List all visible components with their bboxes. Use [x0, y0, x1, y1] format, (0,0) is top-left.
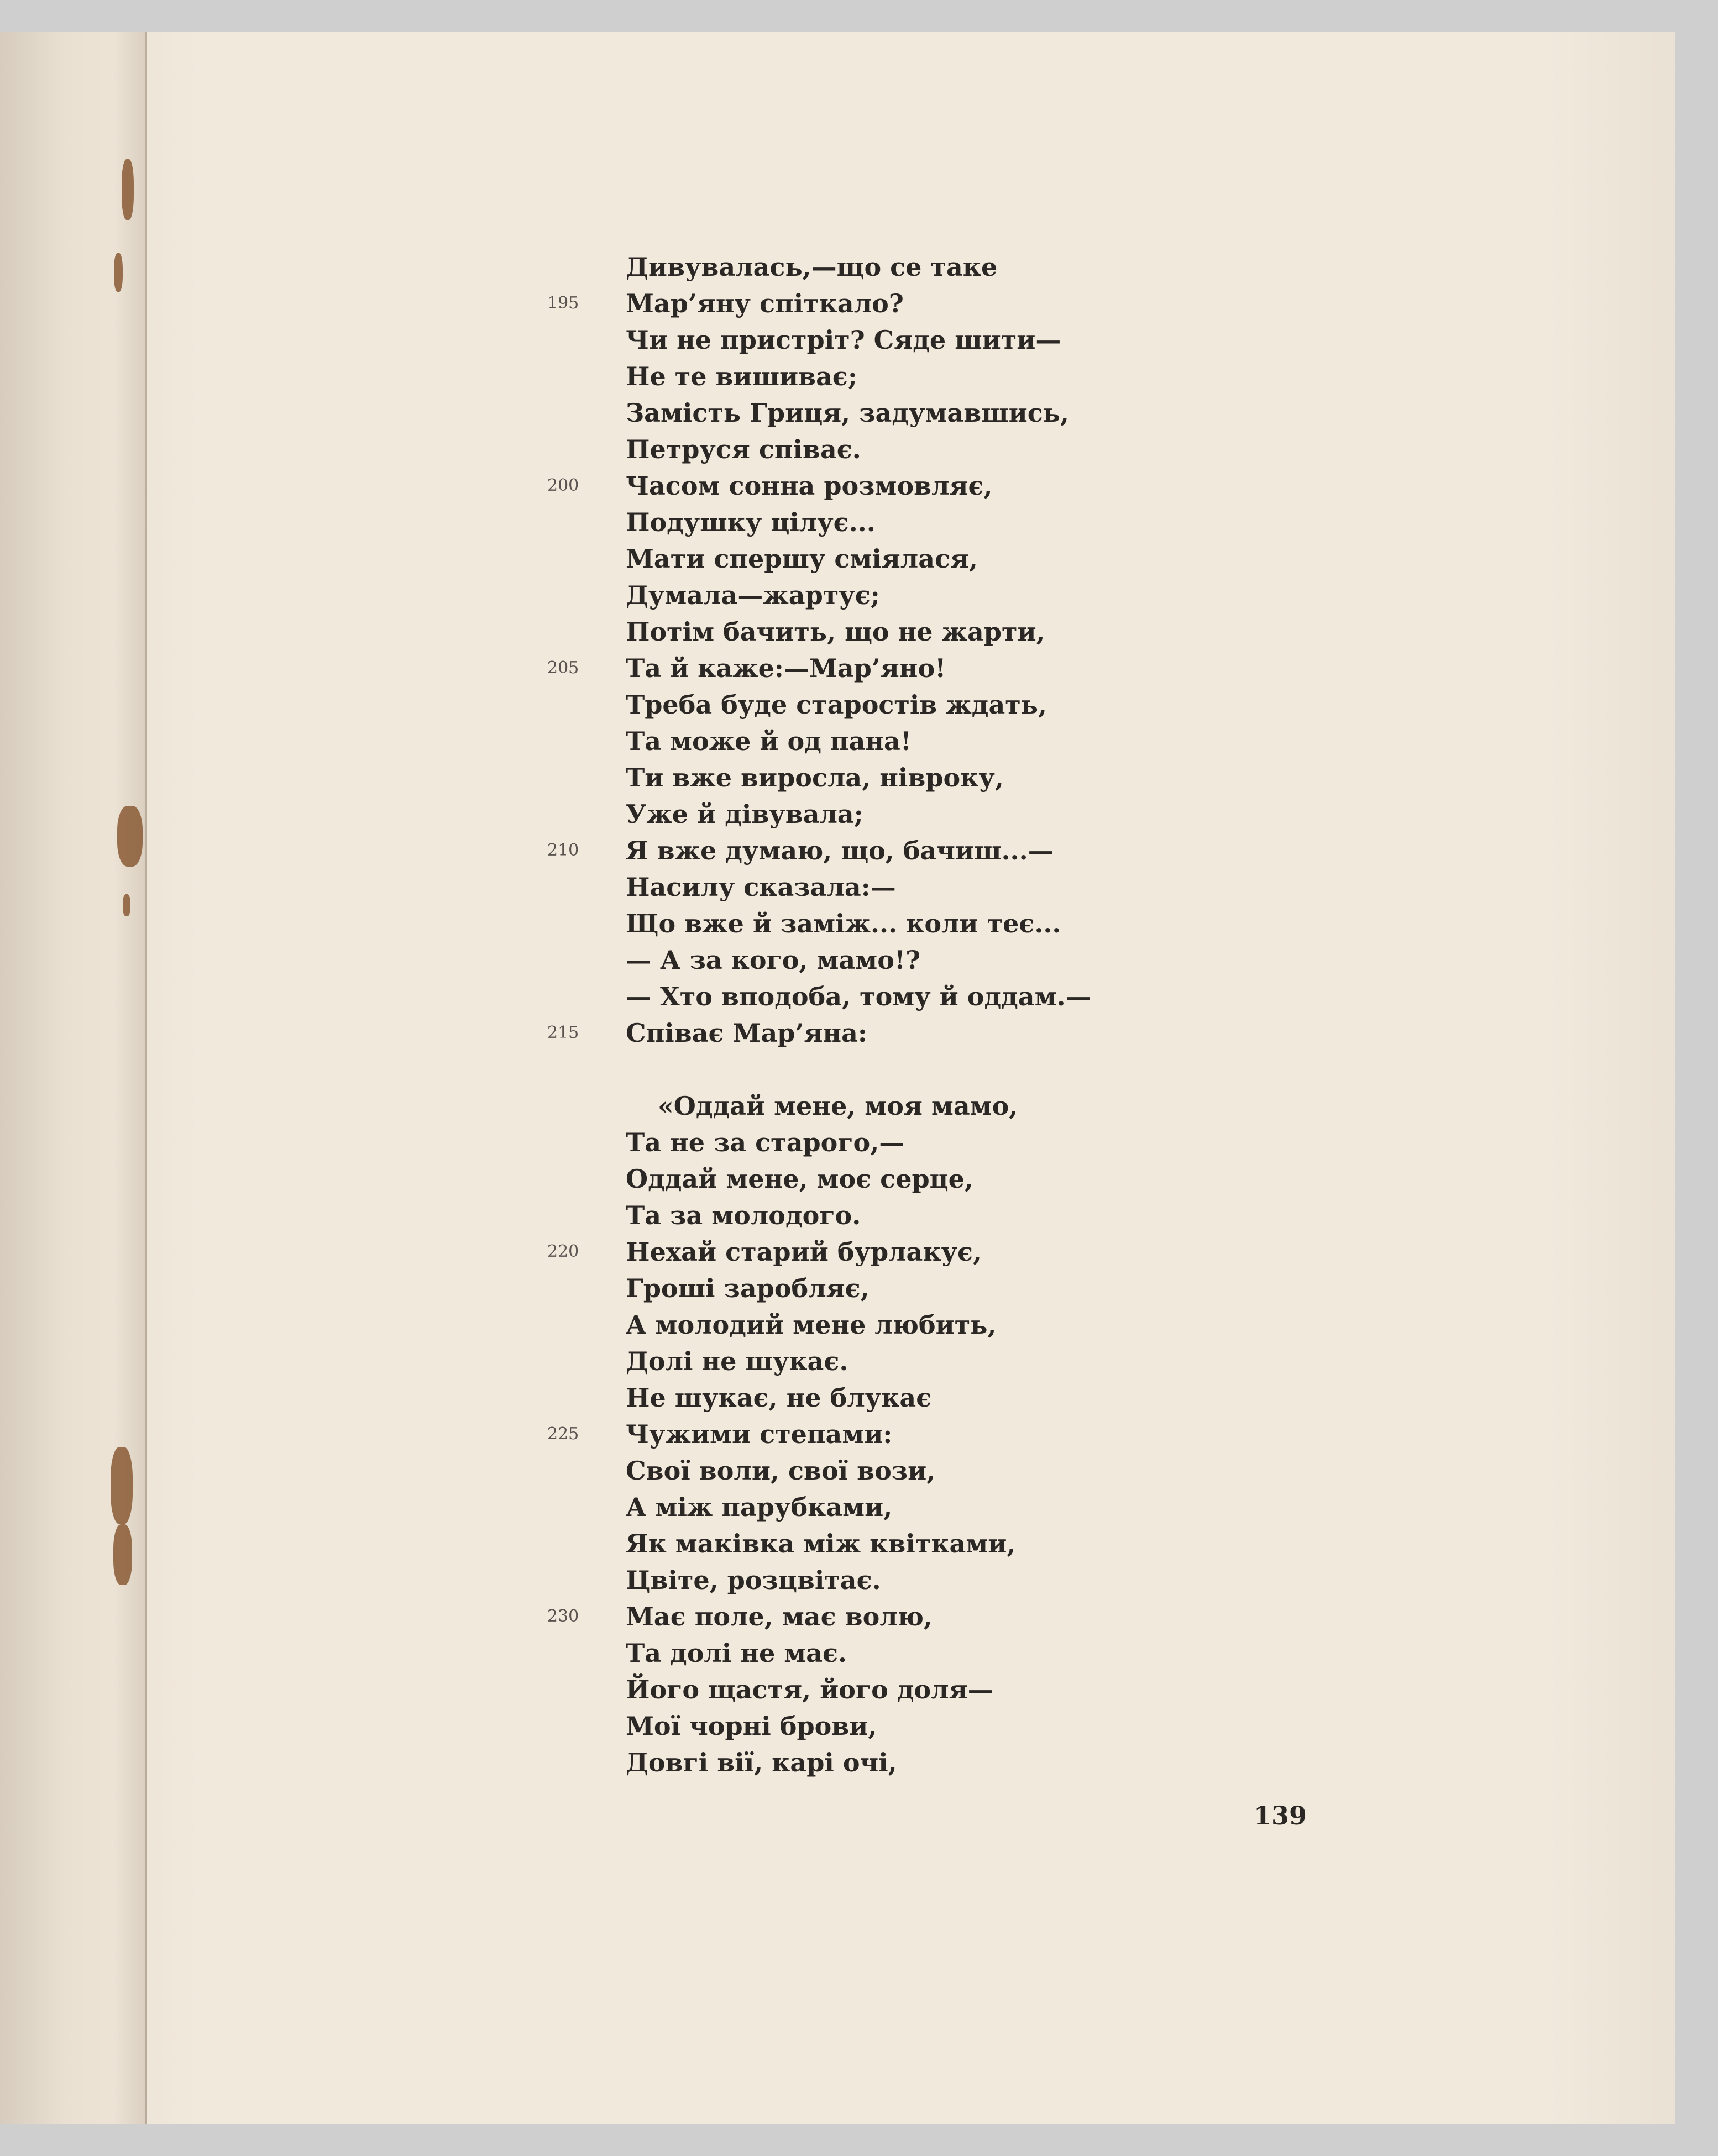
poem-line: [547, 1744, 1376, 1781]
line-text: Як маківка між квітками,: [626, 1529, 1016, 1559]
poem-line: [547, 1416, 1376, 1452]
line-text: Мати спершу сміялася,: [626, 544, 978, 574]
line-number: 225: [547, 1424, 579, 1444]
poem-line: [547, 942, 1376, 978]
line-number: 205: [547, 658, 579, 678]
line-text: А молодий мене любить,: [626, 1310, 997, 1340]
line-text: Та не за старого,—: [626, 1127, 905, 1157]
page-number: 139: [1254, 1801, 1307, 1830]
poem-line: [547, 1015, 1376, 1051]
poem-line: [547, 796, 1376, 832]
line-number: 200: [547, 476, 579, 495]
line-text: Та й каже:—Мар’яно!: [626, 653, 946, 683]
poem-line: [547, 1270, 1376, 1307]
poem-line: [547, 395, 1376, 431]
line-text: — А за кого, мамо!?: [626, 945, 921, 975]
line-text: Співає Мар’яна:: [626, 1018, 867, 1048]
stain-mark: [122, 159, 134, 220]
poem-line: [547, 869, 1376, 905]
line-number: 220: [547, 1242, 579, 1261]
line-number: 210: [547, 841, 579, 860]
stain-mark: [117, 806, 143, 867]
line-text: Довгі вії, карі очі,: [626, 1748, 897, 1777]
poem-line: [547, 1489, 1376, 1525]
line-text: Треба буде старостів ждать,: [626, 690, 1047, 720]
line-text: Я вже думаю, що, бачиш...—: [626, 836, 1054, 865]
line-text: Оддай мене, моє серце,: [626, 1164, 973, 1194]
book-page: [0, 32, 1675, 2124]
poem-line: [547, 1671, 1376, 1708]
poem-line: [547, 1051, 1376, 1088]
poem-line: [547, 1343, 1376, 1379]
poem-line: [547, 541, 1376, 577]
poem-line: [547, 832, 1376, 869]
line-text: Та долі не має.: [626, 1638, 847, 1668]
line-number: 230: [547, 1607, 579, 1626]
poem-line: [547, 1562, 1376, 1598]
poem-line: [547, 613, 1376, 650]
poem-line: [547, 650, 1376, 686]
poem-line: [547, 905, 1376, 942]
poem-line: [547, 322, 1376, 358]
gutter-shadow: [113, 32, 145, 2124]
poem-line: [547, 1598, 1376, 1635]
poem-line: [547, 1635, 1376, 1671]
line-text: «Оддай мене, моя мамо,: [658, 1091, 1018, 1121]
stain-mark: [114, 253, 123, 292]
poem-line: [547, 759, 1376, 796]
poem-line: [547, 723, 1376, 759]
line-text: Дивувалась,—що се таке: [626, 252, 998, 282]
poem-line: [547, 1379, 1376, 1416]
line-text: Не шукає, не блукає: [626, 1383, 932, 1413]
poem-line: [547, 1307, 1376, 1343]
line-text: Мої чорні брови,: [626, 1711, 877, 1741]
poem-line: [547, 468, 1376, 504]
line-text: Має поле, має волю,: [626, 1602, 933, 1632]
poem-line: [547, 577, 1376, 613]
line-text: Чужими степами:: [626, 1419, 893, 1449]
gutter-line: [145, 32, 147, 2124]
line-text: Гроші заробляє,: [626, 1273, 870, 1303]
line-text: Подушку цілує...: [626, 507, 876, 537]
poem-line: [547, 1161, 1376, 1197]
line-text: Та за молодого.: [626, 1200, 861, 1230]
poem-line: [547, 1124, 1376, 1161]
poem-line: [547, 358, 1376, 395]
line-text: Насилу сказала:—: [626, 872, 896, 902]
line-text: Нехай старий бурлакує,: [626, 1237, 982, 1267]
poem-line: [547, 1452, 1376, 1489]
poem-line: [547, 1525, 1376, 1562]
poem-line: [547, 978, 1376, 1015]
line-text: Не те вишиває;: [626, 361, 857, 391]
poem-line: [547, 1234, 1376, 1270]
line-number: 195: [547, 293, 579, 313]
poem-text: [547, 249, 1376, 1781]
line-text: Чи не пристріт? Сяде шити—: [626, 325, 1061, 355]
line-text: Та може й од пана!: [626, 726, 912, 756]
poem-line: [547, 504, 1376, 541]
line-text: Потім бачить, що не жарти,: [626, 617, 1045, 647]
stain-mark: [123, 894, 130, 916]
line-text: Що вже й заміж... коли теє...: [626, 909, 1061, 938]
stain-mark: [111, 1447, 133, 1524]
line-text: А між парубками,: [626, 1492, 893, 1522]
line-number: 215: [547, 1023, 579, 1042]
line-text: Уже й дівувала;: [626, 799, 863, 829]
line-text: Петруся співає.: [626, 434, 861, 464]
line-text: Його щастя, його доля—: [626, 1675, 993, 1704]
poem-line: [547, 431, 1376, 468]
poem-line: [547, 1088, 1376, 1124]
line-text: Часом сонна розмовляє,: [626, 471, 993, 501]
line-text: Цвіте, розцвітає.: [626, 1565, 881, 1595]
line-text: Мар’яну спіткало?: [626, 288, 904, 318]
line-text: Свої воли, свої вози,: [626, 1456, 936, 1486]
line-text: — Хто вподоба, тому й оддам.—: [626, 982, 1091, 1011]
line-text: Ти вже виросла, нівроку,: [626, 763, 1004, 793]
poem-line: [547, 686, 1376, 723]
line-text: Думала—жартує;: [626, 580, 880, 610]
poem-line: [547, 285, 1376, 322]
poem-line: [547, 1708, 1376, 1744]
poem-line: [547, 249, 1376, 285]
line-text: Долі не шукає.: [626, 1346, 848, 1376]
line-text: Замість Гриця, задумавшись,: [626, 398, 1069, 428]
poem-line: [547, 1197, 1376, 1234]
stain-mark: [113, 1524, 132, 1585]
